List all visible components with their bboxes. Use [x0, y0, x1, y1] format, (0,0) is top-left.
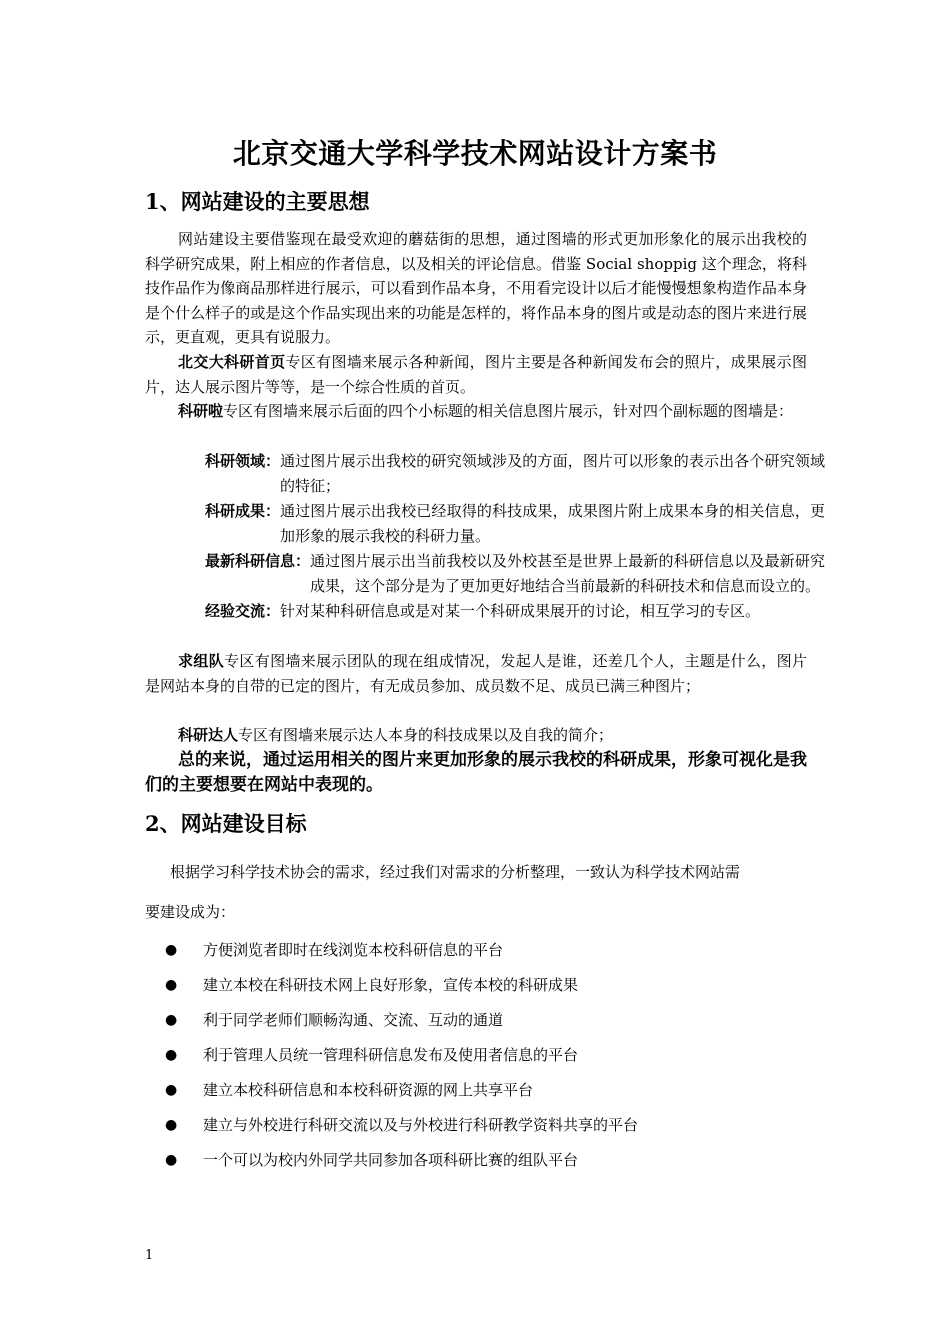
home-paragraph — [145, 350, 807, 399]
home-term: 北交大科研首页 — [178, 353, 286, 371]
definition-term: 科研成果： — [205, 502, 281, 520]
section2-intro-line1: 根据学习科学技术协会的需求，经过我们对需求的分析整理，一致认为科学技术网站需 — [170, 863, 741, 881]
kyl-text: 专区有图墙来展示后面的四个小标题的相关信息图片展示，针对四个副标题的图墙是： — [223, 402, 794, 420]
definition-term: 最新科研信息： — [205, 552, 311, 570]
section2-intro-line2: 要建设成为： — [145, 903, 236, 921]
definition-term: 科研领域： — [205, 452, 281, 470]
filled-circle-bullet-icon: ● — [165, 1116, 178, 1133]
expert-term: 科研达人 — [178, 726, 239, 744]
filled-circle-bullet-icon: ● — [165, 1011, 178, 1028]
list-item-text: 利于同学老师们顺畅沟通、交流、互动的通道 — [203, 1011, 504, 1029]
expert-paragraph — [145, 723, 807, 748]
definition-desc: 针对某种科研信息或是对某一个科研成果展开的讨论，相互学习的专区。 — [280, 602, 761, 620]
list-item — [165, 1142, 638, 1177]
list-item-text: 一个可以为校内外同学共同参加各项科研比赛的组队平台 — [203, 1151, 579, 1169]
section1-intro: 网站建设主要借鉴现在最受欢迎的蘑菇街的思想，通过图墙的形式更加形象化的展示出我校的科学研究成果，附上相应的作者信息，以及相关的评论信息。借鉴 Social shoppig 这个理念，将科技作品作为像商品那样进行展示，可以看到作品本身，不用看完设计以后才能慢慢想象构造作品本身是个什么样子的或是这个作品实现出来的功能是怎样的，将作品本身的图片或是动态的图片来进行展示，更直观，更具有说服力。 — [145, 230, 807, 346]
list-item-text: 方便浏览者即时在线浏览本校科研信息的平台 — [203, 941, 504, 959]
filled-circle-bullet-icon: ● — [165, 1046, 178, 1063]
definition-desc: 通过图片展示出当前我校以及外校甚至是世界上最新的科研信息以及最新研究成果，这个部分是为了更加更好地结合当前最新的科研技术和信息而设立的。 — [310, 552, 825, 595]
definition-item — [205, 449, 825, 498]
definition-item — [205, 599, 825, 624]
team-text: 专区有图墙来展示团队的现在组成情况，发起人是谁，还差几个人，主题是什么，图片是网站本身的自带的已定的图片，有无成员参加、成员数不足、成员已满三种图片； — [145, 652, 807, 695]
filled-circle-bullet-icon: ● — [165, 1151, 178, 1168]
filled-circle-bullet-icon: ● — [165, 941, 178, 958]
list-item — [165, 932, 638, 967]
list-item-text: 利于管理人员统一管理科研信息发布及使用者信息的平台 — [203, 1046, 579, 1064]
kyl-paragraph — [145, 399, 807, 424]
document-title: 北京交通大学科学技术网站设计方案书 — [232, 137, 718, 170]
list-item — [165, 967, 638, 1002]
expert-text: 专区有图墙来展示达人本身的科技成果以及自我的简介； — [238, 726, 614, 744]
definition-list — [205, 449, 825, 625]
list-item-text: 建立本校在科研技术网上良好形象，宣传本校的科研成果 — [203, 976, 579, 994]
summary-paragraph: 总的来说，通过运用相关的图片来更加形象的展示我校的科研成果，形象可视化是我们的主要想要在网站中表现的。 — [145, 750, 807, 795]
list-item — [165, 1107, 638, 1142]
definition-item — [205, 549, 825, 598]
list-item-text: 建立本校科研信息和本校科研资源的网上共享平台 — [203, 1081, 534, 1099]
kyl-term: 科研啦 — [178, 402, 224, 420]
list-item — [165, 1072, 638, 1107]
list-item — [165, 1037, 638, 1072]
definition-term: 经验交流： — [205, 602, 281, 620]
team-term: 求组队 — [178, 652, 225, 670]
home-text: 专区有图墙来展示各种新闻，图片主要是各种新闻发布会的照片，成果展示图片，达人展示图片等等，是一个综合性质的首页。 — [145, 353, 807, 396]
definition-item — [205, 499, 825, 548]
goals-list — [165, 932, 638, 1177]
page-number: 1 — [145, 1248, 154, 1263]
list-item-text: 建立与外校进行科研交流以及与外校进行科研教学资料共享的平台 — [203, 1116, 639, 1134]
list-item — [165, 1002, 638, 1037]
definition-desc: 通过图片展示出我校已经取得的科技成果，成果图片附上成果本身的相关信息，更加形象的展示我校的科研力量。 — [280, 502, 825, 545]
definition-desc: 通过图片展示出我校的研究领域涉及的方面，图片可以形象的表示出各个研究领域的特征； — [280, 452, 825, 495]
team-paragraph — [145, 649, 807, 698]
section1-heading: 1、网站建设的主要思想 — [145, 189, 370, 214]
filled-circle-bullet-icon: ● — [165, 976, 178, 993]
filled-circle-bullet-icon: ● — [165, 1081, 178, 1098]
section2-heading: 2、网站建设目标 — [145, 811, 307, 836]
